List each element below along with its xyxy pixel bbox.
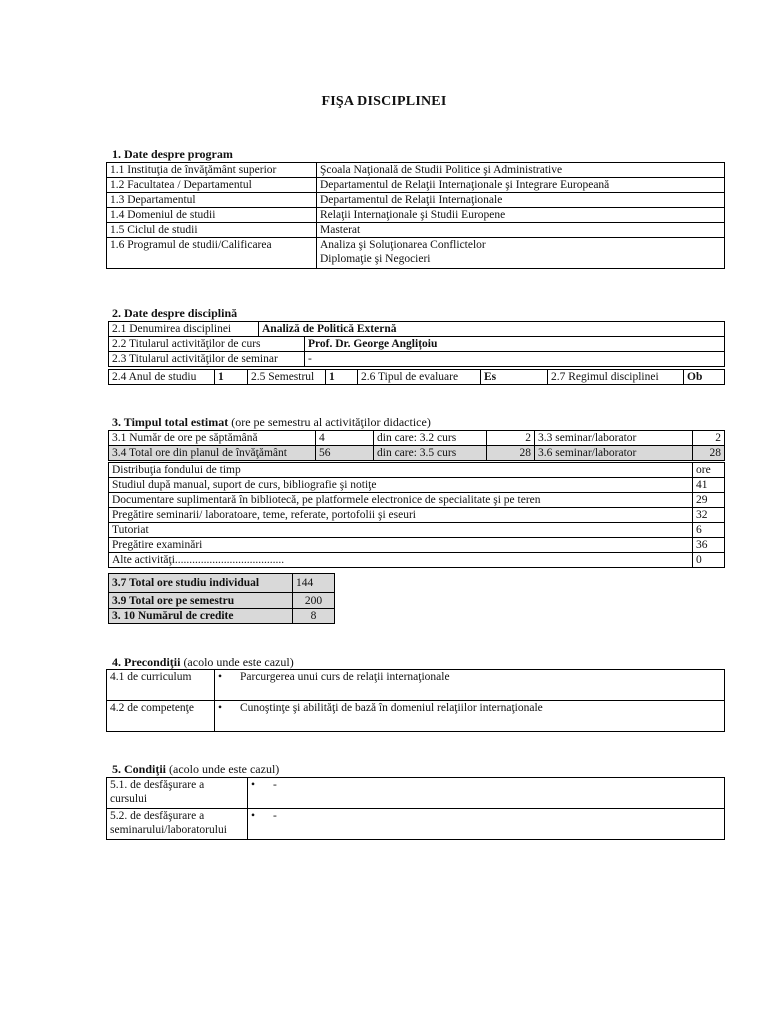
seminar-holder-value: -	[305, 352, 725, 367]
total-semester-label: 3.9 Total ore pe semestru	[109, 593, 293, 609]
weekly-course-label: din care: 3.2 curs	[374, 431, 487, 446]
section-2-heading: 2. Date despre disciplină	[112, 306, 238, 320]
table-row	[109, 574, 335, 593]
table-row	[107, 670, 725, 701]
table-row	[107, 238, 725, 269]
distribution-value: 6	[693, 523, 725, 538]
table-row	[109, 553, 725, 568]
course-holder-label: 2.2 Titularul activităţilor de curs	[109, 337, 305, 352]
plan-seminar-label: 3.6 seminar/laborator	[535, 446, 693, 461]
discipline-table-bottom	[108, 369, 725, 385]
section-4-heading: 4. Precondiţii (acolo unde este cazul)	[112, 655, 294, 669]
table-row	[107, 178, 725, 193]
section-3-heading: 3. Timpul total estimat (ore pe semestru al activităţilor didactice)	[112, 415, 431, 429]
program-label: 1.3 Departamentul	[107, 193, 317, 208]
table-row	[109, 593, 335, 609]
prereq-competence-label: 4.2 de competenţe	[107, 701, 215, 732]
condition-seminar-value: • -	[248, 809, 725, 840]
distribution-value: 41	[693, 478, 725, 493]
program-value: Departamentul de Relaţii Internaţionale şi Integrare Europeană	[317, 178, 725, 193]
study-year-value: 1	[215, 370, 248, 385]
time-table-hours	[108, 430, 725, 461]
condition-course-value: • -	[248, 778, 725, 809]
plan-hours-value: 56	[316, 446, 374, 461]
program-value: Masterat	[317, 223, 725, 238]
study-year-label: 2.4 Anul de studiu	[109, 370, 215, 385]
program-qualification-1: Analiza şi Soluţionarea Conflictelor	[320, 239, 486, 251]
semester-value: 1	[326, 370, 358, 385]
distribution-label: Pregătire seminarii/ laboratoare, teme, referate, portofolii şi eseuri	[109, 508, 693, 523]
discipline-table-top	[108, 321, 725, 367]
table-row	[109, 538, 725, 553]
distribution-label: Documentare suplimentară în bibliotecă, pe platformele electronice de specialitate şi pe teren	[109, 493, 693, 508]
table-row	[109, 352, 725, 367]
total-individual-label: 3.7 Total ore studiu individual	[109, 574, 293, 593]
plan-course-label: din care: 3.5 curs	[374, 446, 487, 461]
table-row	[109, 370, 725, 385]
table-row	[109, 609, 335, 624]
condition-course-label: 5.1. de desfăşurare a cursului	[107, 778, 248, 809]
program-label: 1.4 Domeniul de studii	[107, 208, 317, 223]
distribution-value: 0	[693, 553, 725, 568]
program-value: Relaţii Internaţionale şi Studii Europene	[317, 208, 725, 223]
distribution-label: Pregătire examinări	[109, 538, 693, 553]
semester-label: 2.5 Semestrul	[248, 370, 326, 385]
credits-value: 8	[293, 609, 335, 624]
program-value: Şcoala Naţională de Studii Politice şi Administrative	[317, 163, 725, 178]
table-row	[109, 337, 725, 352]
prerequisites-table	[106, 669, 725, 732]
table-row	[107, 193, 725, 208]
credits-label: 3. 10 Numărul de credite	[109, 609, 293, 624]
table-row	[107, 223, 725, 238]
program-value: Departamentul de Relaţii Internaţionale	[317, 193, 725, 208]
program-qualification-2: Diplomaţie şi Negocieri	[320, 253, 431, 265]
discipline-name-label: 2.1 Denumirea disciplinei	[109, 322, 259, 337]
plan-seminar-value: 28	[693, 446, 725, 461]
distribution-value: 36	[693, 538, 725, 553]
table-row	[109, 493, 725, 508]
distribution-label: Distribuţia fondului de timp	[109, 463, 693, 478]
discipline-regime-value: Ob	[684, 370, 725, 385]
program-table	[106, 162, 725, 269]
section-1-heading: 1. Date despre program	[112, 147, 233, 161]
conditions-table	[106, 777, 725, 840]
table-row	[107, 163, 725, 178]
weekly-hours-value: 4	[316, 431, 374, 446]
condition-seminar-label: 5.2. de desfăşurare a seminarului/laboratorului	[107, 809, 248, 840]
plan-hours-label: 3.4 Total ore din planul de învăţământ	[109, 446, 316, 461]
total-semester-value: 200	[293, 593, 335, 609]
discipline-name-value: Analiză de Politică Externă	[259, 322, 725, 337]
distribution-value: 32	[693, 508, 725, 523]
weekly-seminar-label: 3.3 seminar/laborator	[535, 431, 693, 446]
course-holder-value: Prof. Dr. George Anglițoiu	[305, 337, 725, 352]
table-row	[109, 463, 725, 478]
evaluation-type-value: Es	[481, 370, 548, 385]
program-label: 1.5 Ciclul de studii	[107, 223, 317, 238]
table-row	[107, 208, 725, 223]
table-row	[109, 431, 725, 446]
document-title: FIŞA DISCIPLINEI	[321, 94, 447, 109]
total-individual-value: 144	[293, 574, 335, 593]
program-value	[317, 238, 725, 269]
table-row	[107, 778, 725, 809]
distribution-label: Studiul după manual, suport de curs, bibliografie şi notiţe	[109, 478, 693, 493]
weekly-seminar-value: 2	[693, 431, 725, 446]
weekly-hours-label: 3.1 Număr de ore pe săptămână	[109, 431, 316, 446]
distribution-label: Tutoriat	[109, 523, 693, 538]
table-row	[109, 508, 725, 523]
program-label: 1.6 Programul de studii/Calificarea	[107, 238, 317, 269]
weekly-course-value: 2	[487, 431, 535, 446]
totals-table	[108, 573, 335, 624]
table-row	[109, 478, 725, 493]
table-row	[107, 701, 725, 732]
table-row	[109, 446, 725, 461]
evaluation-type-label: 2.6 Tipul de evaluare	[358, 370, 481, 385]
program-label: 1.2 Facultatea / Departamentul	[107, 178, 317, 193]
seminar-holder-label: 2.3 Titularul activităţilor de seminar	[109, 352, 305, 367]
prereq-competence-value: • Cunoştinţe şi abilităţi de bază în domeniul relaţiilor internaţionale	[215, 701, 725, 732]
distribution-value: 29	[693, 493, 725, 508]
table-row	[107, 809, 725, 840]
prereq-curriculum-label: 4.1 de curriculum	[107, 670, 215, 701]
distribution-label: Alte activităţi......................................	[109, 553, 693, 568]
program-label: 1.1 Instituţia de învăţământ superior	[107, 163, 317, 178]
table-row	[109, 523, 725, 538]
prereq-curriculum-value: • Parcurgerea unui curs de relaţii internaţionale	[215, 670, 725, 701]
discipline-regime-label: 2.7 Regimul disciplinei	[548, 370, 684, 385]
distribution-value: ore	[693, 463, 725, 478]
section-5-heading: 5. Condiţii (acolo unde este cazul)	[112, 762, 280, 776]
table-row	[109, 322, 725, 337]
time-distribution-table	[108, 462, 725, 568]
plan-course-value: 28	[487, 446, 535, 461]
